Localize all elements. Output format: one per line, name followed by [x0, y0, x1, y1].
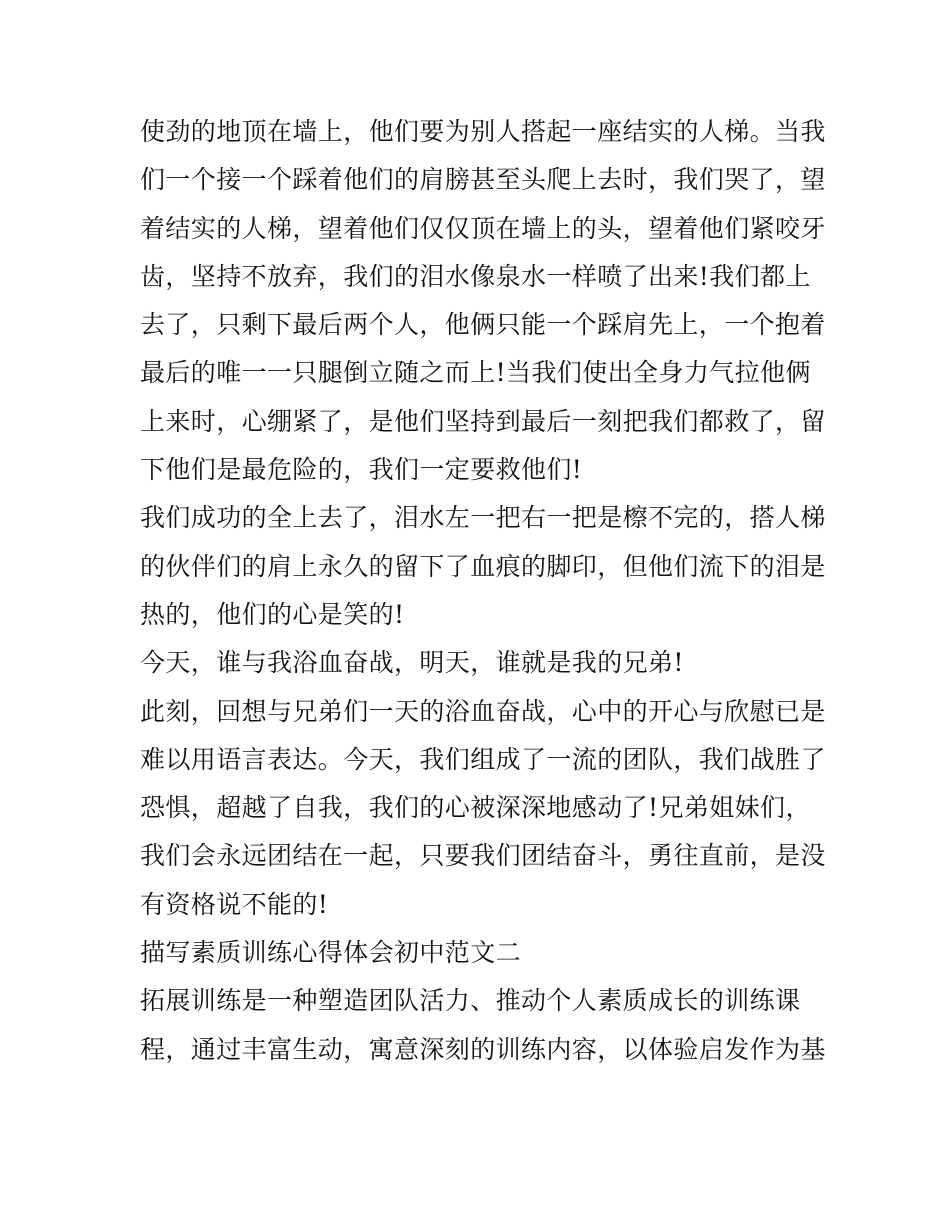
text-line: 使劲的地顶在墙上，他们要为别人搭起一座结实的人梯。当我	[140, 117, 826, 146]
text-line: 去了，只剩下最后两个人，他俩只能一个踩肩先上，一个抱着	[140, 310, 826, 340]
text-line: 恐惧，超越了自我，我们的心被深深地感动了!兄弟姐妹们，	[140, 793, 811, 823]
heading-line: 描写素质训练心得体会初中范文二	[140, 938, 522, 968]
text-line: 上来时，心绷紧了，是他们坚持到最后一刻把我们都救了，留	[140, 406, 826, 436]
paragraph-success	[140, 494, 826, 639]
text-line: 此刻，回想与兄弟们一天的浴血奋战，心中的开心与欣慰已是	[140, 696, 826, 726]
text-line: 我们会永远团结在一起，只要我们团结奋斗，勇往直前，是没	[140, 841, 826, 871]
paragraph-training-intro	[140, 977, 826, 1074]
text-line: 着结实的人梯，望着他们仅仅顶在墙上的头，望着他们紧咬牙	[140, 213, 826, 243]
text-line: 的伙伴们的肩上永久的留下了血痕的脚印，但他们流下的泪是	[140, 551, 826, 581]
section-heading	[140, 929, 820, 977]
text-line: 难以用语言表达。今天，我们组成了一流的团队，我们战胜了	[140, 744, 826, 774]
text-line: 有资格说不能的!	[140, 889, 329, 919]
text-line: 下他们是最危险的，我们一定要救他们!	[140, 455, 583, 485]
text-line: 我们成功的全上去了，泪水左一把右一把是檫不完的，搭人梯	[140, 503, 826, 533]
text-line: 齿，坚持不放弃，我们的泪水像泉水一样喷了出来!我们都上	[140, 261, 811, 291]
paragraph-reflection	[140, 688, 826, 929]
document-body	[140, 108, 826, 1074]
text-line: 今天，谁与我浴血奋战，明天，谁就是我的兄弟!	[140, 648, 684, 678]
text-line: 热的，他们的心是笑的!	[140, 599, 405, 629]
paragraph-human-ladder	[140, 108, 826, 494]
text-line: 拓展训练是一种塑造团队活力、推动个人素质成长的训练课	[140, 986, 801, 1016]
text-line: 最后的唯一一只腿倒立随之而上!当我们使出全身力气拉他俩	[140, 358, 811, 388]
paragraph-brothers	[140, 639, 820, 687]
text-line: 程，通过丰富生动，寓意深刻的训练内容，以体验启发作为基	[140, 1034, 826, 1064]
text-line: 们一个接一个踩着他们的肩膀甚至头爬上去时，我们哭了，望	[140, 165, 826, 195]
